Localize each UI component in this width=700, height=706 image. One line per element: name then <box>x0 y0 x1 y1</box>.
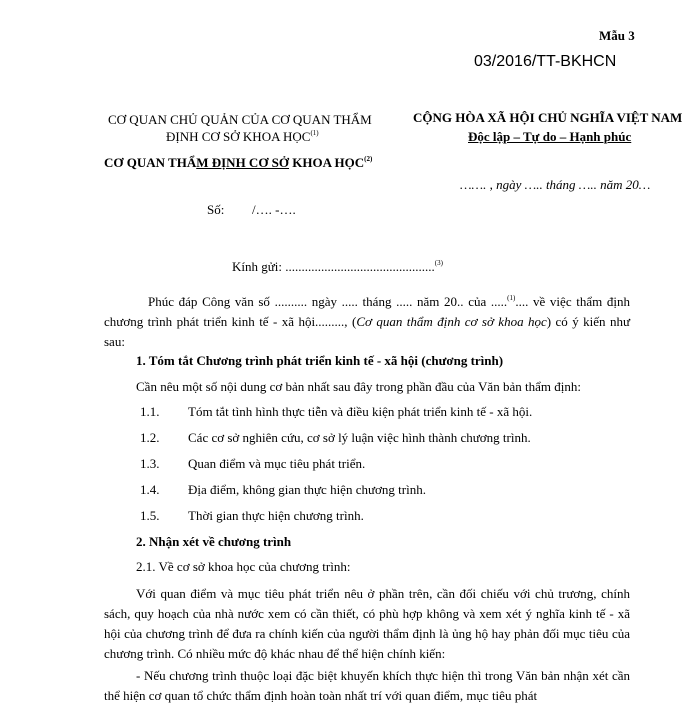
national-motto: Độc lập – Tự do – Hạnh phúc <box>468 129 632 144</box>
governing-agency-line1: CƠ QUAN CHỦ QUẢN CỦA CƠ QUAN THẨM <box>108 112 372 127</box>
list-item-text: Thời gian thực hiện chương trình. <box>188 508 364 523</box>
intro-part2: .... về việc thẩm định chương trình phát triển kinh tế - xã hội........., ( <box>104 294 631 329</box>
governing-agency-line2-text: ĐỊNH CƠ SỞ KHOA HỌC <box>166 129 311 144</box>
intro-part3: ) có ý kiến như sau: <box>104 314 631 349</box>
list-item-text: Quan điểm và mục tiêu phát triển. <box>188 456 366 471</box>
list-item <box>0 430 700 450</box>
document-number-label: Số: <box>207 202 225 217</box>
list-item-text: Các cơ sở nghiên cứu, cơ sở lý luận việc hình thành chương trình. <box>188 430 531 445</box>
republic-title: CỘNG HÒA XÃ HỘI CHỦ NGHĨA VIỆT NAM <box>413 110 683 125</box>
list-item <box>0 508 700 528</box>
governing-agency-line2 <box>166 129 319 145</box>
list-item-text: Tóm tắt tình hình thực tiễn và điều kiện phát triển kinh tế - xã hội. <box>188 404 533 419</box>
list-item-number: 1.4. <box>140 482 160 497</box>
list-item <box>0 482 700 502</box>
list-item-text: Địa điểm, không gian thực hiện chương trình. <box>188 482 426 497</box>
section-1-title: 1. Tóm tắt Chương trình phát triển kinh tế - xã hội (chương trình) <box>136 353 504 368</box>
list-item-number: 1.3. <box>140 456 160 471</box>
list-item <box>0 404 700 424</box>
footnote-1-marker: (1) <box>310 129 319 137</box>
list-item-number: 1.5. <box>140 508 160 523</box>
section-1-lead: Cần nêu một số nội dung cơ bản nhất sau đây trong phần đầu của Văn bản thẩm định: <box>136 379 581 394</box>
list-item-number: 1.1. <box>140 404 160 419</box>
intro-paragraph <box>104 288 630 352</box>
intro-part1: Phúc đáp Công văn số .......... ngày ..... tháng ..... năm 20.. của ..... <box>148 294 508 309</box>
document-number-value: /…. -…. <box>252 202 296 217</box>
agency-name-part-c: KHOA HỌC <box>289 155 365 170</box>
recipient-label: Kính gửi: .............................................. <box>232 259 435 274</box>
recipient-line <box>232 259 443 275</box>
list-item-number: 1.2. <box>140 430 160 445</box>
list-item <box>0 456 700 476</box>
intro-footnote-marker: (1) <box>507 294 516 302</box>
intro-italic: Cơ quan thẩm định cơ sở khoa học <box>356 314 547 329</box>
agency-name-part-b: M ĐỊNH CƠ SỞ <box>196 155 290 170</box>
agency-name-part-a: CƠ QUAN THẨ <box>104 155 197 170</box>
section-2-subheading: 2.1. Về cơ sở khoa học của chương trình: <box>136 559 351 574</box>
reviewing-agency-name <box>104 155 372 171</box>
section-2-title: 2. Nhận xét về chương trình <box>136 534 292 549</box>
form-label: Mẫu 3 <box>599 28 635 43</box>
footnote-2-marker: (2) <box>364 155 373 163</box>
section-2-paragraph-1: Với quan điểm và mục tiêu phát triển nêu ở phần trên, cần đối chiếu với chủ trương, chính sách, quy hoạch của nhà nước xem có cần thiết, có phù hợp không và xem xét ý nghĩa kinh tế - xã hội của chương trình để đưa ra chính kiến của người thẩm định là ủng hộ hay phản đối mục tiêu của chương trình. Có nhiều mức độ khác nhau để thể hiện chính kiến: <box>104 586 630 661</box>
circular-reference: 03/2016/TT-BKHCN <box>474 53 617 70</box>
section-2-paragraph-2: - Nếu chương trình thuộc loại đặc biệt khuyến khích thực hiện thì trong Văn bản nhận xét cần thể hiện cơ quan tổ chức thẩm định hoàn toàn nhất trí với quan điểm, mục tiêu phát <box>104 668 630 703</box>
footnote-3-marker: (3) <box>434 259 443 267</box>
date-line: ……. , ngày ….. tháng ….. năm 20… <box>460 177 651 192</box>
